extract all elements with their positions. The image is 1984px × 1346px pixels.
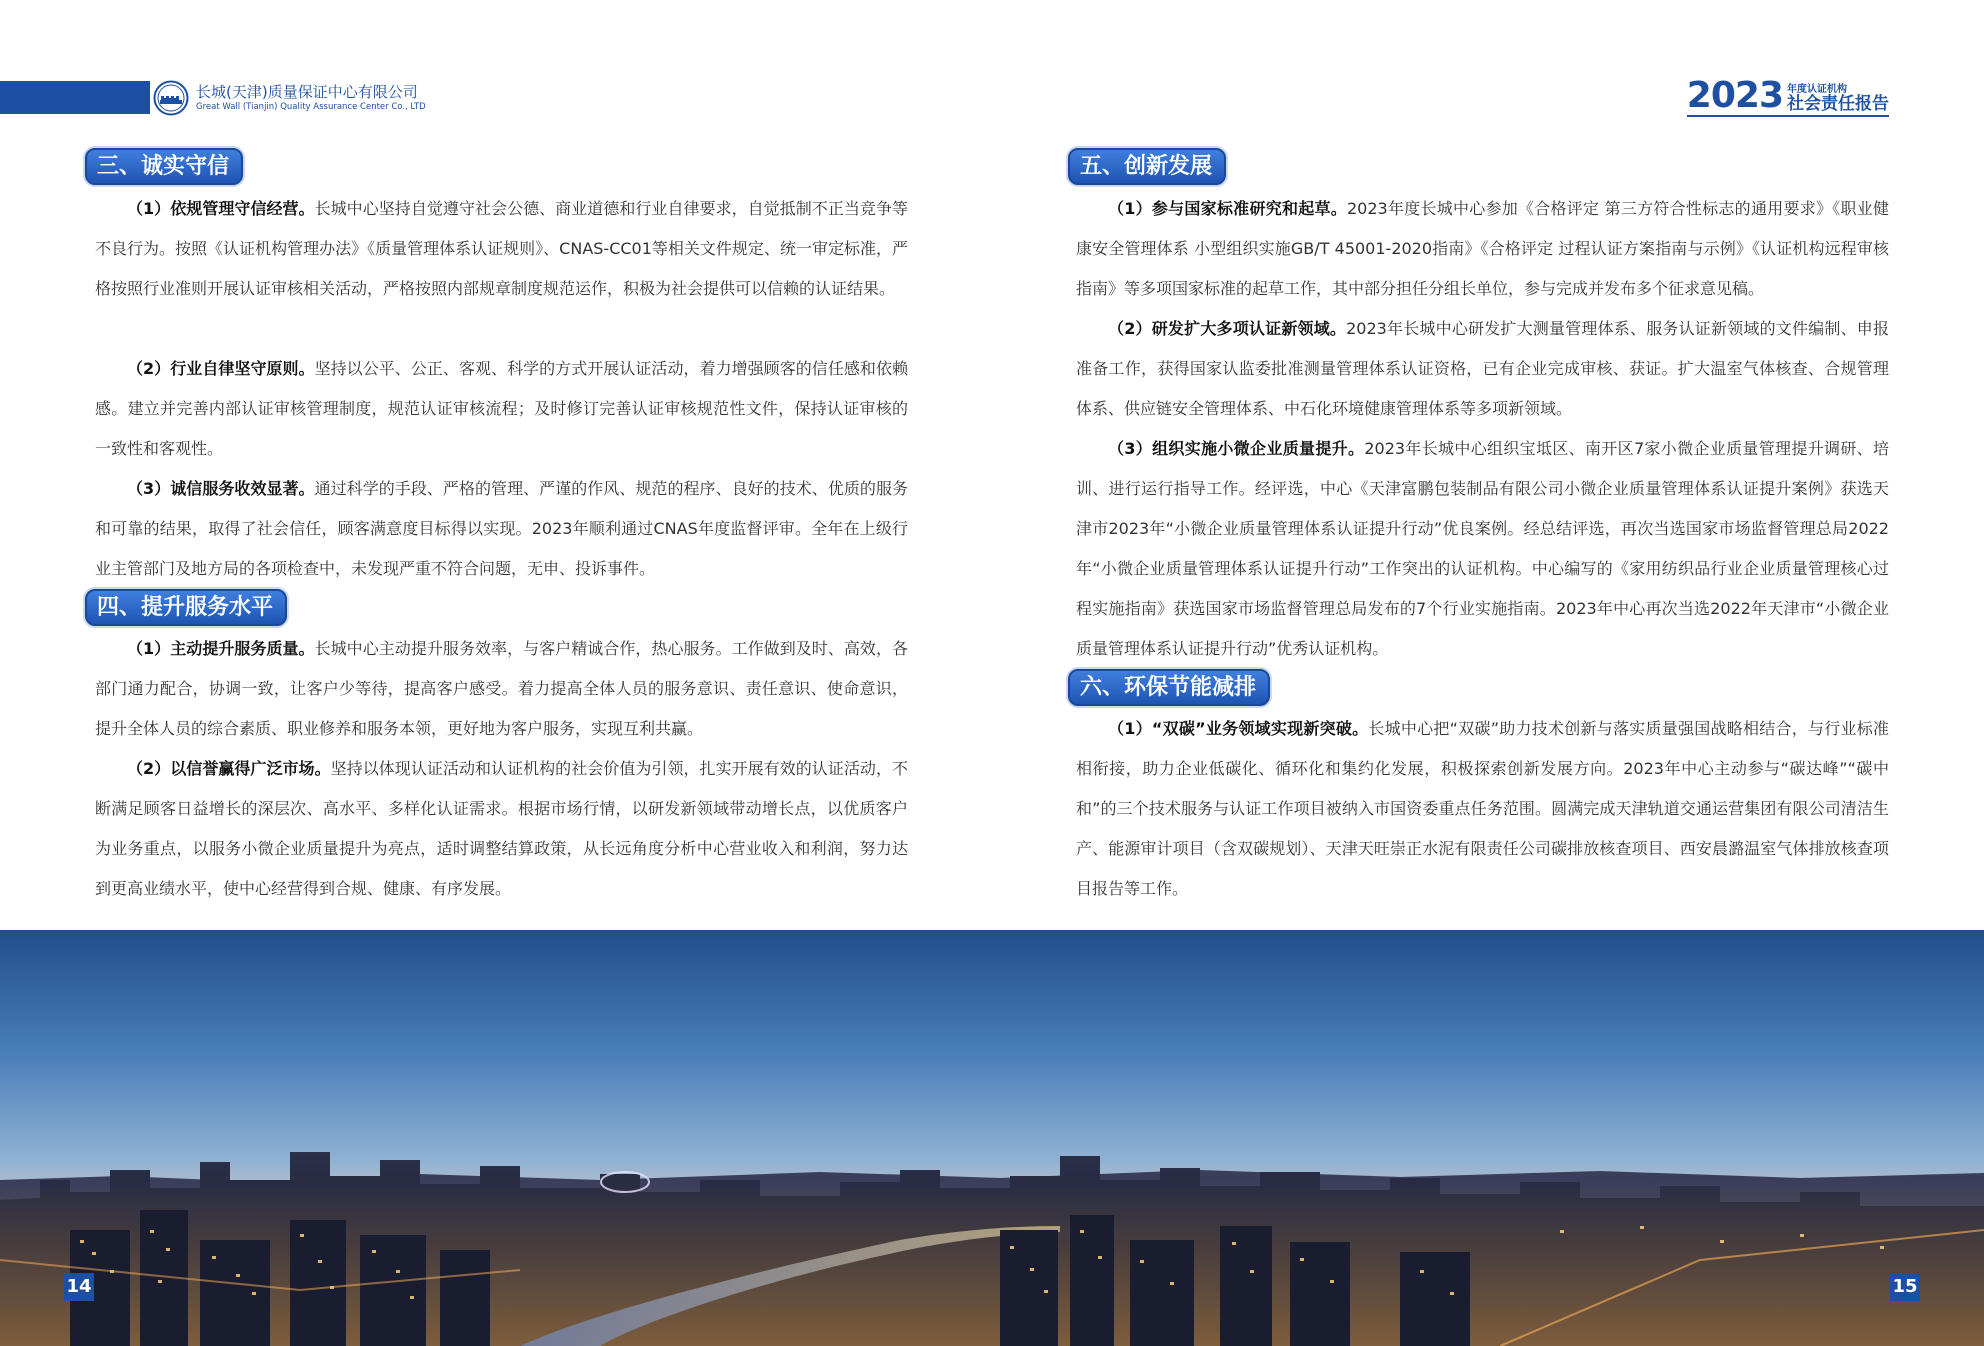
paragraph-text: 长城中心把“双碳”助力技术创新与落实质量强国战略相结合，与行业标准相衔接，助力企业低碳化、循环化和集约化发展，积极探索创新发展方向。2023年中心主动参与“碳达峰”“碳中和”的三个技术服务与认证工作项目被纳入市国资委重点任务范围。圆满完成天津轨道交通运营集团有限公司清洁生产、能源审计项目（含双碳规划）、天津天旺崇正水泥有限责任公司碳排放核查项目、西安晨潞温室气体排放核查项目报告等工作。	[1076, 719, 1889, 898]
paragraph-lead: （1）主动提升服务质量。	[127, 639, 315, 658]
paragraph-service-1	[95, 629, 908, 749]
paragraph-innovation-3	[1076, 429, 1889, 669]
report-subtitle-small: 年度认证机构	[1787, 84, 1847, 95]
section-title-environment: 六、环保节能减排	[1068, 669, 1270, 706]
paragraph-lead: （3）诚信服务收效显著。	[127, 479, 315, 498]
header-accent-bar	[0, 81, 150, 114]
paragraph-text: 坚持以体现认证活动和认证机构的社会价值为引领，扎实开展有效的认证活动，不断满足顾客日益增长的深层次、高水平、多样化认证需求。根据市场行情，以研发新领域带动增长点，以优质客户为业务重点，以服务小微企业质量提升为亮点，适时调整结算政策，从长远角度分析中心营业收入和利润，努力达到更高业绩水平，使中心经营得到合规、健康、有序发展。	[95, 759, 908, 898]
paragraph-lead: （1）参与国家标准研究和起草。	[1108, 199, 1347, 218]
paragraph-environment-1	[1076, 709, 1889, 909]
company-name	[196, 83, 426, 113]
section-title-service: 四、提升服务水平	[85, 589, 287, 626]
paragraph-service-2	[95, 749, 908, 909]
paragraph-lead: （2）研发扩大多项认证新领域。	[1108, 319, 1347, 338]
page-number-left: 14	[64, 1273, 94, 1301]
page-number-right: 15	[1890, 1273, 1920, 1301]
paragraph-integrity-3	[95, 469, 908, 589]
paragraph-text: 2023年长城中心组织宝坻区、南开区7家小微企业质量管理提升调研、培训、进行运行指导工作。经评选，中心《天津富鹏包装制品有限公司小微企业质量管理体系认证提升案例》获选天津市2023年“小微企业质量管理体系认证提升行动”优良案例。经总结评选，再次当选国家市场监督管理总局2022年“小微企业质量管理体系认证提升行动”工作突出的认证机构。中心编写的《家用纺织品行业企业质量管理核心过程实施指南》获选国家市场监督管理总局发布的7个行业实施指南。2023年中心再次当选2022年天津市“小微企业质量管理体系认证提升行动”优秀认证机构。	[1076, 439, 1889, 658]
paragraph-text: 通过科学的手段、严格的管理、严谨的作风、规范的程序、良好的技术、优质的服务和可靠的结果，取得了社会信任，顾客满意度目标得以实现。2023年顺利通过CNAS年度监督评审。全年在上级行业主管部门及地方局的各项检查中，未发现严重不符合问题，无申、投诉事件。	[95, 479, 908, 578]
paragraph-lead: （1）“双碳”业务领域实现新突破。	[1108, 719, 1369, 738]
paragraph-text: 长城中心坚持自觉遵守社会公德、商业道德和行业自律要求，自觉抵制不正当竞争等不良行为。按照《认证机构管理办法》《质量管理体系认证规则》、CNAS-CC01等相关文件规定、统一审定标准，严格按照行业准则开展认证审核相关活动，严格按照内部规章制度规范运作，积极为社会提供可以信赖的认证结果。	[95, 199, 908, 298]
paragraph-text: 2023年度长城中心参加《合格评定 第三方符合性标志的通用要求》《职业健康安全管理体系 小型组织实施GB/T 45001-2020指南》《合格评定 过程认证方案指南与示例》《认证机构远程审核指南》等多项国家标准的起草工作，其中部分担任分组长单位，参与完成并发布多个征求意见稿。	[1076, 199, 1889, 298]
paragraph-text: 长城中心主动提升服务效率，与客户精诚合作，热心服务。工作做到及时、高效，各部门通力配合，协调一致，让客户少等待，提高客户感受。着力提高全体人员的服务意识、责任意识、使命意识，提升全体人员的综合素质、职业修养和服务本领，更好地为客户服务，实现互利共赢。	[95, 639, 908, 738]
city-skyline-dusk-photo	[0, 930, 1984, 1346]
section-title-integrity: 三、诚实守信	[85, 148, 243, 185]
paragraph-text: 坚持以公平、公正、客观、科学的方式开展认证活动，着力增强顾客的信任感和依赖感。建立并完善内部认证审核管理制度，规范认证审核流程；及时修订完善认证审核规范性文件，保持认证审核的一致性和客观性。	[95, 359, 908, 458]
paragraph-lead: （2）行业自律坚守原则。	[127, 359, 315, 378]
report-subtitle-large: 社会责任报告	[1787, 94, 1889, 114]
company-name-cn: 长城(天津)质量保证中心有限公司	[196, 83, 418, 101]
paragraph-innovation-1	[1076, 189, 1889, 309]
paragraph-lead: （1）依规管理守信经营。	[127, 199, 315, 218]
report-subtitle	[1787, 84, 1889, 114]
report-year: 2023	[1686, 75, 1783, 116]
paragraph-lead: （3）组织实施小微企业质量提升。	[1108, 439, 1365, 458]
paragraph-integrity-2	[95, 349, 908, 469]
report-title	[1686, 75, 1889, 117]
paragraph-innovation-2	[1076, 309, 1889, 429]
paragraph-integrity-1	[95, 189, 908, 309]
paragraph-text: 2023年长城中心研发扩大测量管理体系、服务认证新领域的文件编制、申报准备工作，获得国家认监委批准测量管理体系认证资格，已有企业完成审核、获证。扩大温室气体核查、合规管理体系、供应链安全管理体系、中石化环境健康管理体系等多项新领域。	[1076, 319, 1889, 418]
section-title-innovation: 五、创新发展	[1068, 148, 1226, 185]
great-wall-logo-icon	[153, 80, 189, 116]
paragraph-lead: （2）以信誉赢得广泛市场。	[127, 759, 331, 778]
company-name-en: Great Wall (Tianjin) Quality Assurance Center Co., LTD	[196, 102, 426, 112]
